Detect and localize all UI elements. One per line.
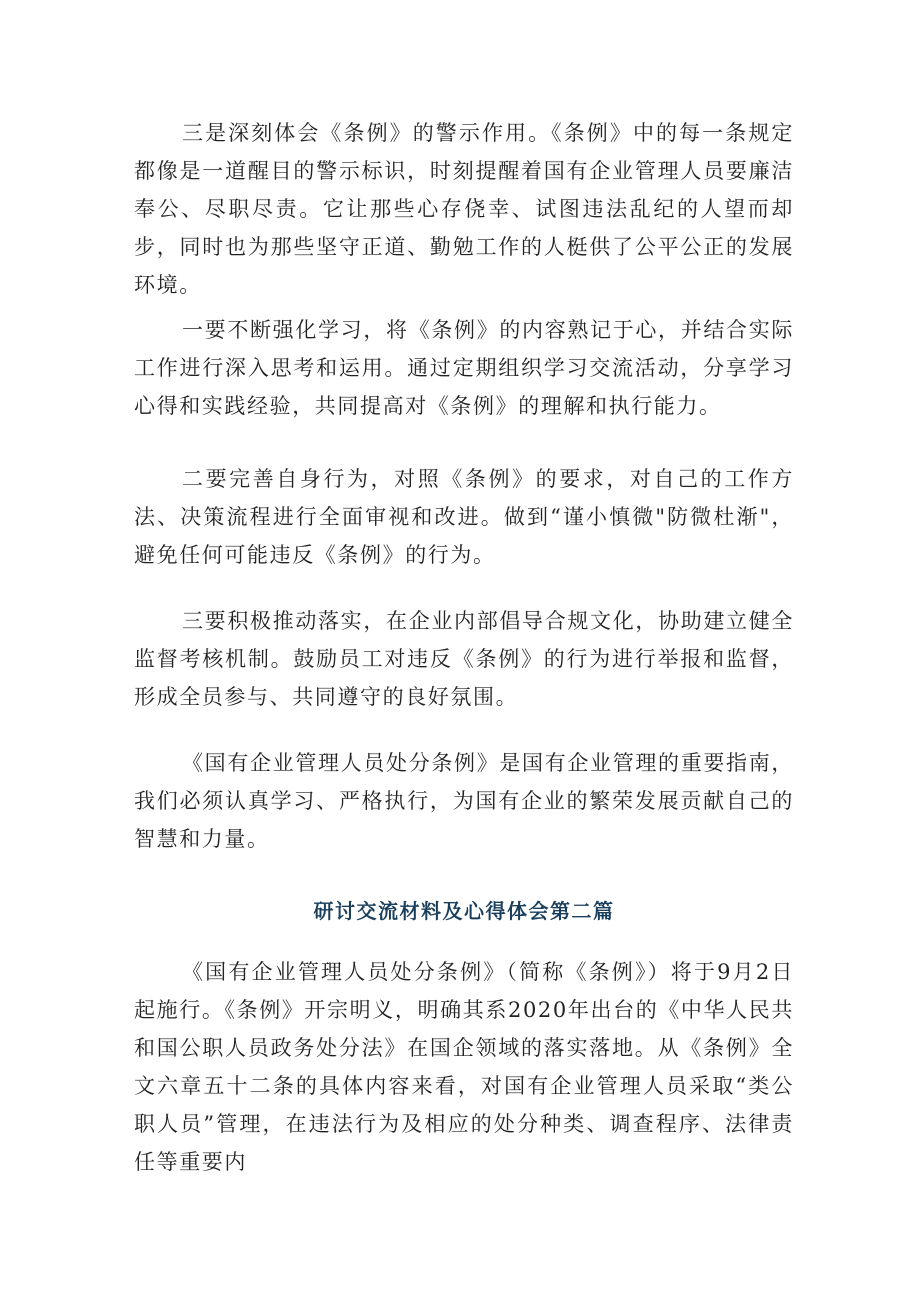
paragraph-conclusion: 《国有企业管理人员处分条例》是国有企业管理的重要指南，我们必须认真学习、严格执行，为国有企业的繁荣发展贡献自己的智慧和力量。 [134,751,794,851]
section-intro-paragraph: 《国有企业管理人员处分条例》（简称《条例》）将于9月2日起施行。《条例》开宗明义，明确其系2020年出台的《中华人民共和国公职人员政务处分法》在国企领域的落实落地。从《条例》全文六章五十二条的具体内容来看，对国有企业管理人员采取“类公职人员”管理，在违法行为及相应的处分种类、调查程序、法律责任等重要内 [134,960,794,1174]
section-heading: 研讨交流材料及心得体会第二篇 [313,899,615,923]
paragraph-promote-implementation: 三要积极推动落实，在企业内部倡导合规文化，协助建立健全监督考核机制。鼓励员工对违反《条例》的行为进行举报和监督，形成全员参与、共同遵守的良好氛围。 [134,609,794,709]
paragraph-warning-role: 三是深刻体会《条例》的警示作用。《条例》中的每一条规定都像是一道醒目的警示标识，时刻提醒着国有企业管理人员要廉洁奉公、尽职尽责。它让那些心存侥幸、试图违法乱纪的人望而却步，同时也为那些坚守正道、勤勉工作的人梃供了公平公正的发展环境。 [134,121,794,297]
paragraph-improve-conduct: 二要完善自身行为，对照《条例》的要求，对自己的工作方法、决策流程进行全面审视和改进。做到“谨小慎微"防微杜渐"，避免任何可能违反《条例》的行为。 [134,467,794,567]
paragraph-strengthen-study: 一要不断强化学习，将《条例》的内容熟记于心，并结合实际工作进行深入思考和运用。通过定期组织学习交流活动，分享学习心得和实践经验，共同提高对《条例》的理解和执行能力。 [134,318,794,418]
